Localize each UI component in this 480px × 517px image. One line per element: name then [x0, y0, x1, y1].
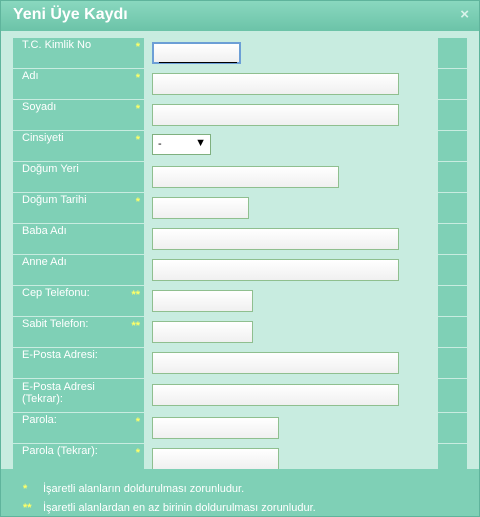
required-star: * — [135, 103, 140, 115]
adi-label: Adı — [22, 70, 39, 82]
required-star: * — [135, 196, 140, 208]
dogum-tarihi-input[interactable] — [152, 197, 249, 219]
required-star: ** — [131, 289, 140, 301]
dialog-title: Yeni Üye Kaydı — [13, 6, 128, 23]
anne-input[interactable] — [152, 259, 399, 281]
parola-input[interactable] — [152, 417, 279, 439]
anne-label: Anne Adı — [22, 256, 67, 268]
eposta-tekrar-input[interactable] — [152, 384, 399, 406]
soyadi-label: Soyadı — [22, 101, 57, 113]
dropdown-arrow-icon: ▼ — [195, 137, 206, 149]
row-soyadi — [13, 100, 467, 130]
eposta-tekrar-label: E-Posta Adresi (Tekrar): — [22, 381, 95, 405]
adi-input[interactable] — [152, 73, 399, 95]
note-star: ** — [23, 502, 32, 514]
dialog-titlebar[interactable] — [1, 1, 479, 31]
tc-input[interactable] — [152, 42, 241, 64]
registration-form — [13, 38, 467, 475]
required-star: ** — [131, 320, 140, 332]
form-notes — [1, 469, 479, 516]
required-star: * — [135, 134, 140, 146]
sabit-input[interactable] — [152, 321, 253, 343]
row-parola — [13, 413, 467, 443]
required-star: * — [135, 447, 140, 459]
cinsiyet-select[interactable] — [152, 134, 211, 155]
dogum-yeri-input[interactable] — [152, 166, 339, 188]
tc-label: T.C. Kimlik No — [22, 39, 92, 51]
parola-tekrar-label: Parola (Tekrar): — [22, 445, 98, 457]
row-dogum-tarihi — [13, 193, 467, 223]
baba-label: Baba Adı — [22, 225, 67, 237]
row-baba — [13, 224, 467, 254]
required-star: * — [135, 416, 140, 428]
dogum-yeri-label: Doğum Yeri — [22, 163, 79, 175]
tc-caret-line — [159, 62, 237, 63]
row-dogum-yeri — [13, 162, 467, 192]
eposta-input[interactable] — [152, 352, 399, 374]
row-cinsiyet — [13, 131, 467, 161]
soyadi-input[interactable] — [152, 104, 399, 126]
row-eposta-tekrar — [13, 379, 467, 412]
label-cell — [13, 38, 144, 68]
note-star: * — [23, 483, 28, 495]
cep-input[interactable] — [152, 290, 253, 312]
row-sabit — [13, 317, 467, 347]
cinsiyet-selected-value: - — [158, 138, 162, 150]
dogum-tarihi-label: Doğum Tarihi — [22, 194, 87, 206]
row-adi — [13, 69, 467, 99]
row-eposta — [13, 348, 467, 378]
note-at-least-one-text: İşaretli alanlardan en az birinin doldurulması zorunludur. — [43, 502, 316, 514]
note-required-text: İşaretli alanların doldurulması zorunludur. — [43, 483, 245, 495]
row-cep — [13, 286, 467, 316]
cinsiyet-label: Cinsiyeti — [22, 132, 64, 144]
baba-input[interactable] — [152, 228, 399, 250]
required-star: * — [135, 41, 140, 53]
parola-tekrar-input[interactable] — [152, 448, 279, 470]
required-star: * — [135, 72, 140, 84]
row-tc — [13, 38, 467, 68]
eposta-label: E-Posta Adresi: — [22, 349, 98, 361]
cep-label: Cep Telefonu: — [22, 287, 90, 299]
note-at-least-one — [23, 502, 316, 514]
form-body — [1, 31, 479, 516]
sabit-label: Sabit Telefon: — [22, 318, 89, 330]
note-required — [23, 483, 244, 495]
parola-label: Parola: — [22, 414, 57, 426]
row-anne — [13, 255, 467, 285]
close-icon[interactable]: × — [460, 6, 469, 23]
